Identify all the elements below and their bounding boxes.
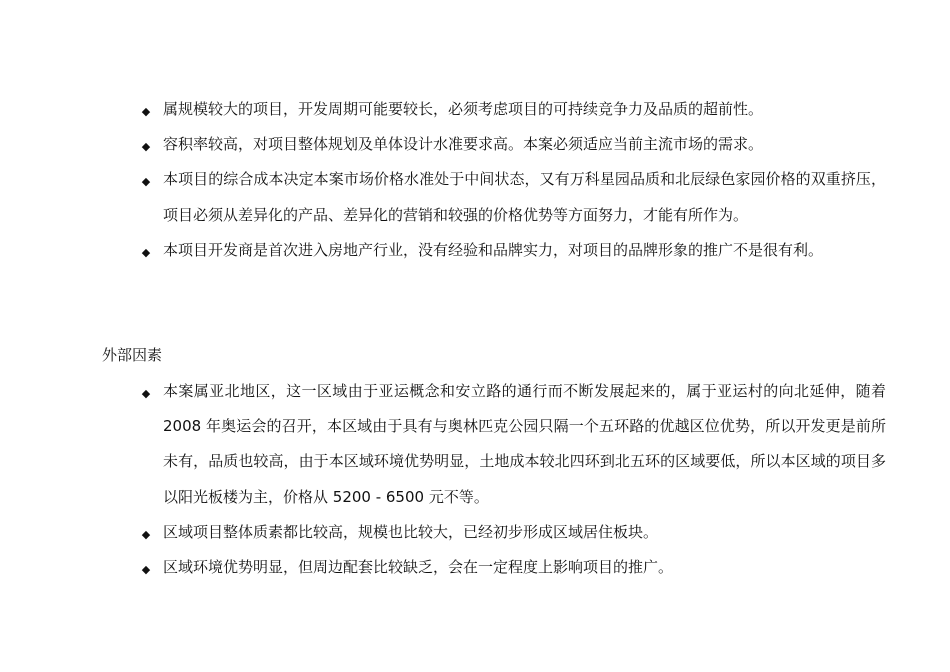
- diamond-bullet-icon: ◆: [141, 527, 151, 541]
- internal-factors-list: [0, 92, 950, 268]
- list-item: [0, 127, 886, 162]
- diamond-bullet-icon: ◆: [141, 105, 151, 118]
- list-item: [0, 550, 886, 585]
- diamond-bullet-icon: ◆: [141, 387, 151, 400]
- list-item-text: 属规模较大的项目，开发周期可能要较长，必须考虑项目的可持续竞争力及品质的超前性。: [163, 100, 764, 118]
- external-factors-list: [0, 374, 950, 585]
- list-item-text: 区域环境优势明显，但周边配套比较缺乏，会在一定程度上影响项目的推广。: [163, 558, 674, 577]
- list-item: [0, 374, 886, 515]
- section-heading-external-factors: 外部因素: [102, 346, 163, 364]
- diamond-bullet-icon: ◆: [141, 563, 151, 577]
- list-item-text: 容积率较高，对项目整体规划及单体设计水准要求高。本案必须适应当前主流市场的需求。: [163, 135, 764, 154]
- diamond-bullet-icon: ◆: [141, 245, 151, 259]
- list-item: [0, 162, 886, 232]
- list-item-text: 本案属亚北地区，这一区域由于亚运概念和安立路的通行而不断发展起来的，属于亚运村的向北延伸，随着 2008 年奥运会的召开，本区域由于具有与奥林匹克公园只隔一个五环路的优越区位优势，所以开发更是前所未有，品质也较高，由于本区域环境优势明显，土地成本较北四环到北五环的区域要低，所以本区域的项目多以阳光板楼为主，价格从 5200 - 6500 元不等。: [163, 382, 886, 506]
- list-item-text: 本项目的综合成本决定本案市场价格水准处于中间状态，又有万科星园品质和北辰绿色家园价格的双重挤压，项目必须从差异化的产品、差异化的营销和较强的价格优势等方面努力，才能有所作为。: [163, 170, 886, 224]
- list-item: [0, 233, 886, 268]
- list-item: [0, 515, 886, 550]
- list-item: [0, 92, 886, 127]
- list-item-text: 区域项目整体质素都比较高，规模也比较大，已经初步形成区域居住板块。: [163, 522, 659, 541]
- diamond-bullet-icon: ◆: [141, 140, 151, 154]
- diamond-bullet-icon: ◆: [141, 175, 151, 189]
- list-item-text: 本项目开发商是首次进入房地产行业，没有经验和品牌实力，对项目的品牌形象的推广不是很有利。: [163, 240, 824, 259]
